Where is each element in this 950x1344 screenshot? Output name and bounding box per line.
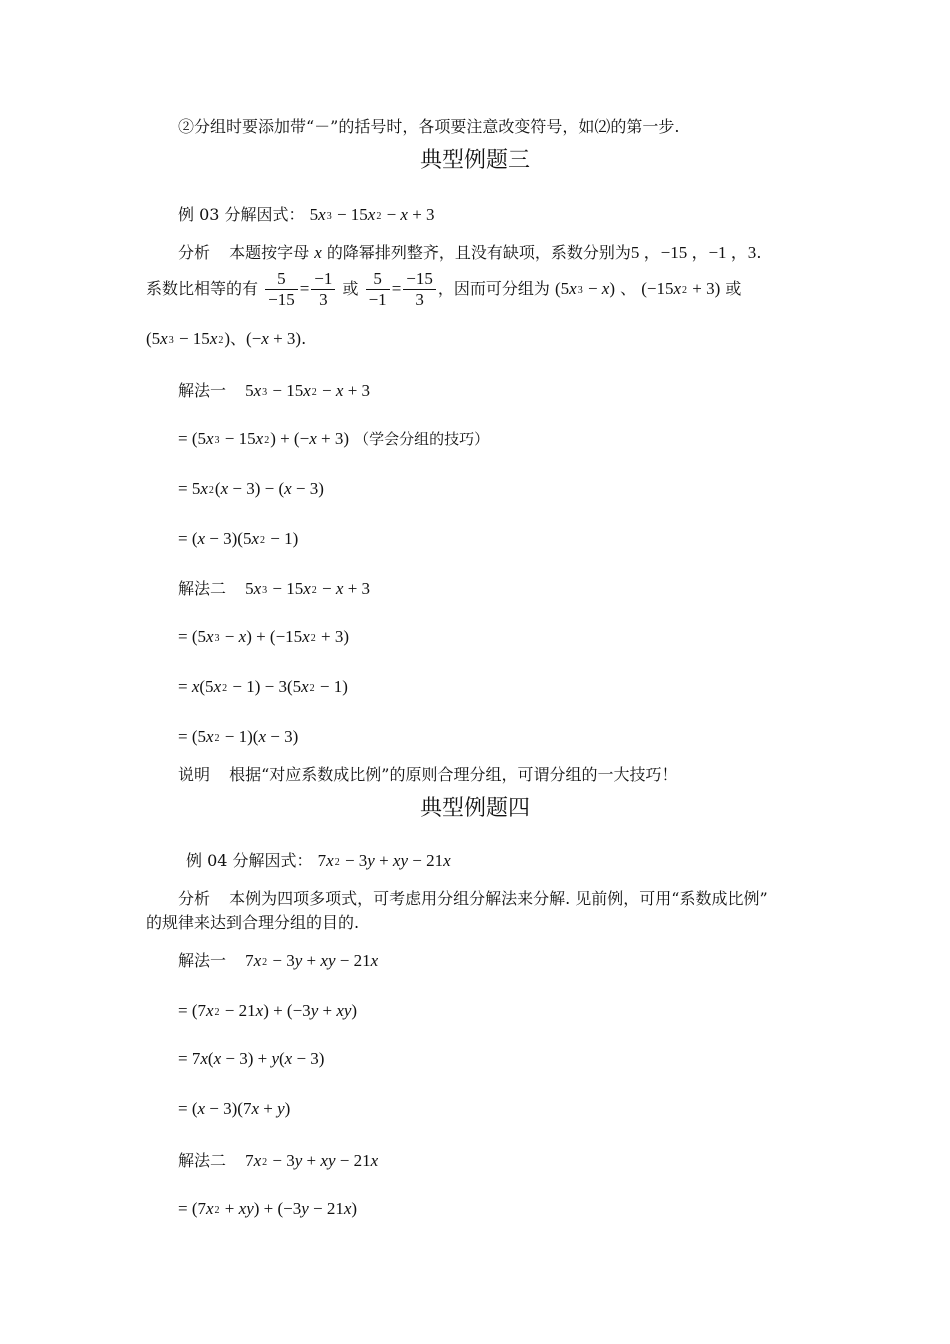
fraction-5-over-neg15: $\frac{5}{-15}$ <box>265 269 298 310</box>
ex3-sol2-line-2: = $(5x^3 - x) + (-15x^2 + 3)$ <box>178 627 349 646</box>
ex3-sol2-line-3: = $x(5x^2 - 1) - 3(5x^2 - 1)$ <box>178 677 348 696</box>
example-4-analysis-line-2: 的规律来达到合理分组的目的. <box>146 913 360 932</box>
ex4-sol1-line-4: = (x − 3)(7x + y) <box>178 1099 291 1118</box>
analysis-text-grouping: ，因而可分组为 <box>437 279 550 298</box>
note-text: 根据“对应系数成比例”的原则合理分组，可谓分组的一大技巧！ <box>229 765 678 784</box>
group-c: $(5x^3 - 15x^2)$ <box>146 329 231 348</box>
example-3-problem <box>178 204 435 229</box>
ex4-sol1-line-3: = 7x(x − 3) + y(x − 3) <box>178 1049 325 1068</box>
problem-expression-4: $7x^2 - 3y$ + xy − 21x <box>317 851 451 870</box>
separator-2: 、 <box>230 329 247 348</box>
heading-example-4: 典型例题四 <box>419 796 530 821</box>
ex4-sol2-line-1: 解法二 $7x^2 - 3y$ + xy − 21x <box>178 1151 379 1170</box>
solution-1-label-4: 解法一 <box>178 951 227 970</box>
ex4-sol2-line-2: = $(7x^2 + xy) + (-3y - 21x)$ <box>178 1199 358 1218</box>
group-a: $(5x^3 - x)$ <box>554 279 616 298</box>
group-d: (−x + 3) <box>246 329 302 348</box>
fraction-neg15-over-3: $\frac{-15}{3}$ <box>403 269 436 310</box>
example-3-analysis-line-2: 系数比相等的有 $\frac{5}{-15}$ = $\frac{-1}{3}$ 或 $\frac{5}{-1}$ = $\frac{-15}{3}$ ，因而可分组为 $(5x^3 - x)$ 、 $(-15x^2 + 3)$ 或 <box>146 269 742 309</box>
or-text-2: 或 <box>725 279 742 298</box>
or-text: 或 <box>342 279 359 298</box>
ex4-sol1-line-1: 解法一 $7x^2 - 3y$ + xy − 21x <box>178 951 379 970</box>
example-3-analysis-line-3: $(5x^3 - 15x^2)$、(−x + 3). <box>146 329 307 348</box>
problem-expression: $5x^3 - 15x^2 - x + 3$ <box>309 205 435 224</box>
example-3-note <box>178 764 677 786</box>
problem-label: 例 03 分解因式： <box>178 205 305 224</box>
example-4-problem <box>186 850 451 875</box>
solution-hint: （学会分组的技巧） <box>354 430 490 448</box>
example-3-analysis-line-1: 分析 本题按字母 x 的降幂排列整齐，且没有缺项，系数分别为5 ，−15 ，−1 ，3. <box>178 243 762 262</box>
ex3-sol1-line-2: = $(5x^3 - 15x^2) + (-x + 3)$ （学会分组的技巧） <box>178 429 490 448</box>
coefficients: 5 ，−15 ，−1 ，3 <box>630 243 757 262</box>
ex3-sol2-line-1: 解法二 $5x^3 - 15x^2 - x + 3$ <box>178 579 371 598</box>
ex3-sol1-line-4: = $(x - 3)(5x^2 - 1)$ <box>178 529 299 548</box>
group-b: $(-15x^2 + 3)$ <box>641 279 721 298</box>
analysis-label: 分析 <box>178 243 211 262</box>
ex4-sol1-line-2: = $(7x^2 - 21x) + (-3y + xy)$ <box>178 1001 358 1020</box>
variable-x: x <box>314 243 322 262</box>
ex3-sol1-line-3: = $5x^2(x - 3) - (x - 3)$ <box>178 479 324 498</box>
solution-2-label-4: 解法二 <box>178 1151 227 1170</box>
note-label: 说明 <box>178 765 211 784</box>
note-2: ②分组时要添加带“－”的括号时，各项要注意改变符号，如⑵的第一步. <box>178 117 680 136</box>
fraction-neg1-over-3: $\frac{-1}{3}$ <box>311 269 335 310</box>
ex3-sol1-line-1: 解法一 $5x^3 - 15x^2 - x + 3$ <box>178 381 371 400</box>
example-4-analysis-line-1 <box>178 888 768 910</box>
ex3-sol2-line-4: = $(5x^2 - 1)(x - 3)$ <box>178 727 299 746</box>
separator: 、 <box>620 279 637 298</box>
analysis-text-b: 的降幂排列整齐，且没有缺项，系数分别为 <box>326 243 631 262</box>
analysis-label-4: 分析 <box>178 889 211 908</box>
fraction-5-over-neg1: $\frac{5}{-1}$ <box>366 269 390 310</box>
analysis-text-ratio: 系数比相等的有 <box>146 279 259 298</box>
analysis-text-a: 本题按字母 <box>229 243 310 262</box>
solution-2-label: 解法二 <box>178 579 227 598</box>
analysis-text-4a: 本例为四项多项式，可考虑用分组分解法来分解. 见前例，可用“系数成比例” <box>229 889 768 908</box>
heading-example-3: 典型例题三 <box>419 148 530 173</box>
solution-1-label: 解法一 <box>178 381 227 400</box>
problem-label-4: 例 04 分解因式： <box>186 851 313 870</box>
